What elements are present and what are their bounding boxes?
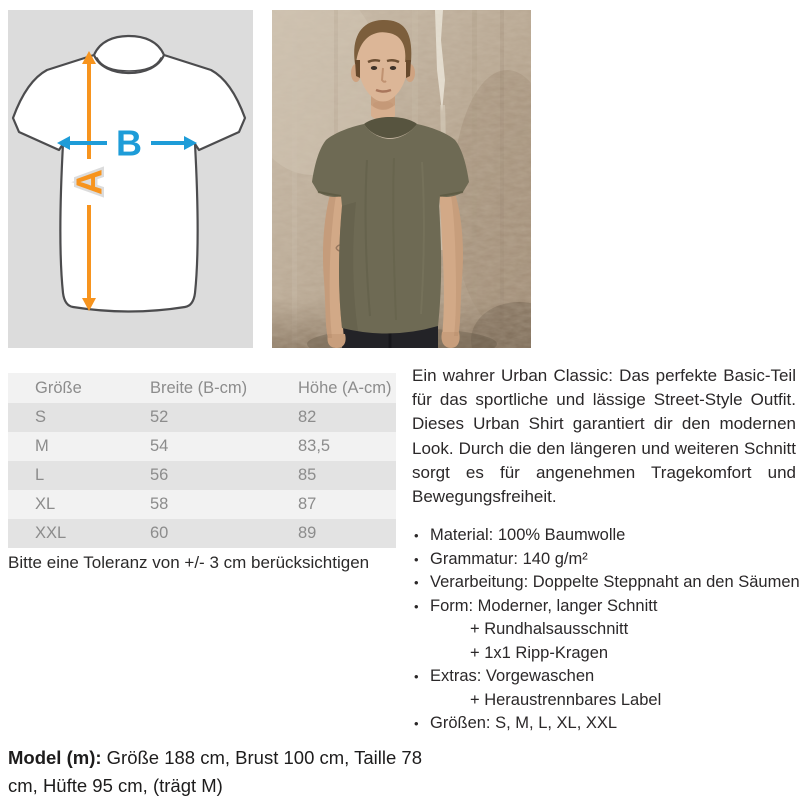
list-item-verarbeitung <box>412 571 800 595</box>
table-cell: 52 <box>150 408 169 426</box>
list-item-text: + Heraustrennbares Label <box>470 690 662 709</box>
size-table <box>8 373 396 548</box>
tshirt-outline-icon <box>13 36 245 312</box>
column-header-groesse: Größe <box>35 378 82 397</box>
table-cell: M <box>35 437 49 455</box>
table-row-s <box>8 403 396 432</box>
size-diagram <box>8 10 253 348</box>
bullet-icon: • <box>414 528 419 544</box>
table-cell: S <box>35 408 47 426</box>
table-cell: 83,5 <box>298 437 331 455</box>
list-subitem-rippkragen <box>412 642 796 666</box>
list-item-form <box>412 595 796 619</box>
tolerance-note: Bitte eine Toleranz von +/- 3 cm berücksichtigen <box>8 553 370 572</box>
list-item-text: + 1x1 Ripp-Kragen <box>470 643 609 662</box>
list-subitem-rundhals <box>412 618 796 642</box>
size-table-header-row <box>8 373 396 403</box>
list-item-groessen <box>412 712 796 736</box>
model-photo <box>272 10 531 348</box>
table-row-xl <box>8 490 396 519</box>
list-subitem-label <box>412 689 796 713</box>
table-cell: 87 <box>298 495 317 513</box>
list-item-text: + Rundhalsausschnitt <box>470 620 629 639</box>
bullet-icon: • <box>414 669 419 685</box>
bullet-icon: • <box>414 551 419 567</box>
table-cell: 89 <box>298 524 317 542</box>
bullet-icon: • <box>414 598 419 614</box>
list-item-text: Extras: Vorgewaschen <box>430 667 595 686</box>
table-cell: 60 <box>150 524 169 542</box>
table-cell: 82 <box>298 408 317 426</box>
column-header-hoehe: Höhe (A-cm) <box>298 378 392 397</box>
table-cell: 54 <box>150 437 169 455</box>
table-row-m <box>8 432 396 461</box>
column-header-breite: Breite (B-cm) <box>150 378 248 397</box>
list-item-text: Größen: S, M, L, XL, XXL <box>430 714 618 733</box>
table-cell: XL <box>35 495 56 513</box>
table-cell: 85 <box>298 466 317 484</box>
model-measurements <box>8 744 448 800</box>
list-item-text: Material: 100% Baumwolle <box>430 526 626 545</box>
bullet-icon: • <box>414 716 419 732</box>
list-item-grammatur <box>412 548 796 572</box>
width-label-b: B <box>116 122 142 164</box>
list-item-text: Grammatur: 140 g/m² <box>430 549 588 568</box>
table-cell: 58 <box>150 495 169 513</box>
table-cell: XXL <box>35 524 67 542</box>
table-cell: 56 <box>150 466 169 484</box>
list-item-material <box>412 524 796 548</box>
list-item-text: Verarbeitung: Doppelte Steppnaht an den Säumen <box>430 573 800 592</box>
model-label: Model (m): <box>8 747 102 768</box>
product-description <box>412 364 800 736</box>
description-paragraph: Ein wahrer Urban Classic: Das perfekte Basic-Teil für das sportliche und lässige Street-Style Outfit. Dieses Urban Shirt garantiert dir den modernen Look. Durch die den längeren und weiteren Schnitt sorgt es für angenehmen Tragekomfort und Bewegungsfreiheit. <box>412 366 796 507</box>
list-item-extras <box>412 665 796 689</box>
feature-list <box>412 524 800 736</box>
model-photo-graphic <box>272 10 531 348</box>
table-row-xxl <box>8 519 396 548</box>
size-diagram-graphic <box>8 10 253 348</box>
bullet-icon: • <box>414 575 419 591</box>
model-details: Größe 188 cm, Brust 100 cm, Taille 78 cm, Hüfte 95 cm, (trägt M) <box>8 747 422 796</box>
table-cell: L <box>35 466 45 484</box>
table-row-l <box>8 461 396 490</box>
height-label-a: A <box>68 169 110 195</box>
list-item-text: Form: Moderner, langer Schnitt <box>430 596 658 615</box>
